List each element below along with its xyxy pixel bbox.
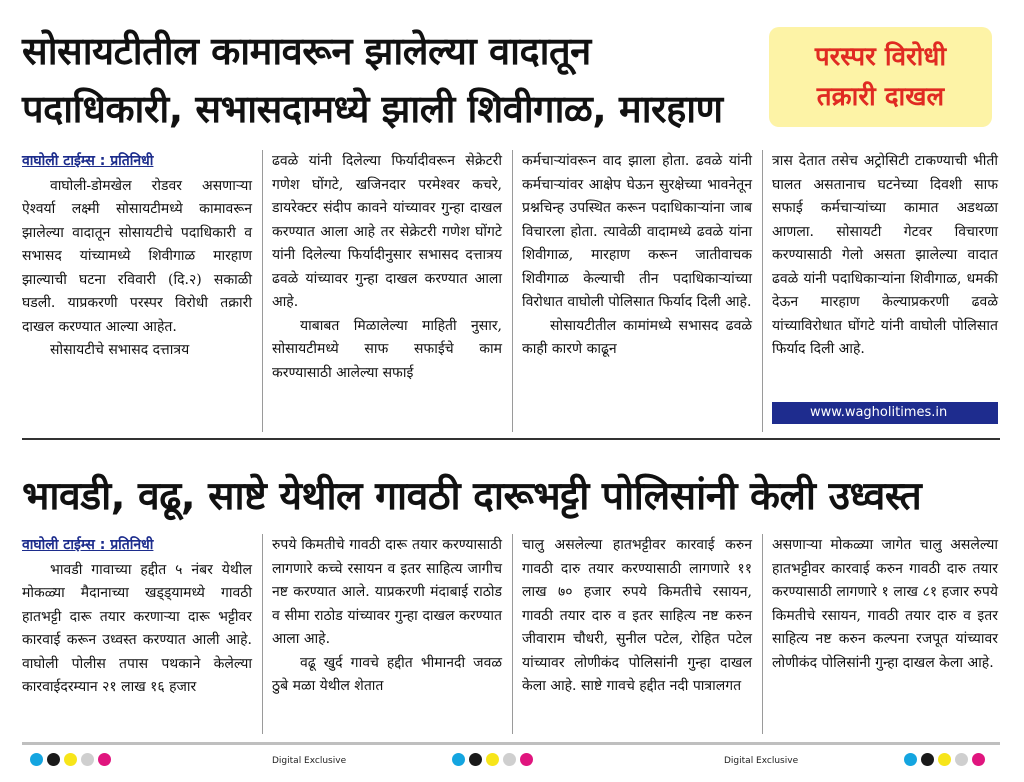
column-divider <box>512 150 513 432</box>
footer-bar <box>22 742 1000 745</box>
yellow-dot <box>938 753 951 766</box>
column-divider <box>762 534 763 734</box>
story2-column-3 <box>522 534 752 699</box>
story1-col2-paragraph2: याबाबत मिळालेल्या माहिती नुसार, सोसायटीमध्ये साफ सफाईचे काम करण्यासाठी आलेल्या सफाई <box>272 317 502 381</box>
column-divider <box>512 534 513 734</box>
story1-col3-paragraph2: सोसायटीतील कामांमध्ये सभासद ढवळे काही कारणे काढून <box>522 317 752 357</box>
story1-col2-paragraph1: ढवळे यांनी दिलेल्या फिर्यादीवरून सेक्रेटरी गणेश घोंगटे, खजिनदार परमेश्वर कचरे, डायरेक्टर संदीप कावने यांच्यावर गुन्हा दाखल करण्यात आला आहे तर सेक्रेटरी गणेश घोंगटे यांनी दिलेल्या फिर्यादीनुसार सभासद दत्तात्रय ढवळे यांच्यावर गुन्हा दाखल करण्यात आला आहे. <box>272 153 502 310</box>
story2-column-4 <box>772 534 998 675</box>
registration-dots-left <box>30 753 111 766</box>
column-divider <box>262 534 263 734</box>
magenta-dot <box>520 753 533 766</box>
footer-label-left: Digital Exclusive <box>272 756 347 766</box>
column-divider <box>262 150 263 432</box>
black-dot <box>47 753 60 766</box>
story1-column-4 <box>772 150 998 362</box>
story2-col4-paragraph1: असणाऱ्या मोकळ्या जागेत चालु असलेल्या हातभट्टीवर कारवाई करुन गावठी दारु तयार करण्यासाठी लागणारे १ लाख ८१ हजार रुपये किमतीचे रसायन, गावठी तयार दारु व इतर साहित्य नष्ट करुन कल्पना रजपूत यांच्यावर लोणीकंद पोलिसांनी गुन्हा दाखल केला आहे. <box>772 537 998 671</box>
grey-dot <box>503 753 516 766</box>
story1-column-1 <box>22 150 252 363</box>
magenta-dot <box>972 753 985 766</box>
cyan-dot <box>452 753 465 766</box>
story1-col3-paragraph1: कर्मचाऱ्यांवरून वाद झाला होता. ढवळे यांनी कर्मचाऱ्यांवर आक्षेप घेऊन सुरक्षेच्या भावनेतून प्रश्नचिन्ह उपस्थित करून पदाधिकाऱ्यांना जाब विचारला होता. त्यावेळी वादामध्ये ढवळे यांना शिवीगाळ, मारहाण करून जातीवाचक शिवीगाळ केल्याची तीन पदाधिकाऱ्यांच्या विरोधात वाघोली पोलिसात फिर्याद दिली आहे. <box>522 153 752 310</box>
badge-line2: तक्रारी दाखल <box>816 82 945 112</box>
counter-complaints-badge <box>769 27 992 127</box>
cyan-dot <box>30 753 43 766</box>
grey-dot <box>955 753 968 766</box>
story2-col3-paragraph1: चालु असलेल्या हातभट्टीवर कारवाई करुन गावठी दारु तयार करण्यासाठी लागणारे ११ लाख ७० हजार रुपये किमतीचे रसायन, गावठी तयार दारु व इतर साहित्य नष्ट करुन जीवाराम चौधरी, सुनील पटेल, रोहित पटेल यांच्यावर लोणीकंद पोलिसांनी गुन्हा दाखल केला आहे. साष्टे गावचे हद्दीत नदी पात्रालगत <box>522 537 752 694</box>
story2-column-2 <box>272 534 502 699</box>
story1-byline: वाघोली टाईम्स : प्रतिनिधी <box>22 153 154 169</box>
story2-col1-paragraph1: भावडी गावाच्या हद्दीत ५ नंबर येथील मोकळ्या मैदानाच्या खड्ड्यामध्ये गावठी हातभट्टी दारू तयार करणाऱ्या दारू भट्टीवर कारवाई करून उध्वस्त करण्यात आली आहे. वाघोली पोलीस तपास पथकाने केलेल्या कारवाईदरम्यान २१ लाख १६ हजार <box>22 561 252 695</box>
registration-dots-right <box>904 753 985 766</box>
registration-dots-center <box>452 753 533 766</box>
story1-headline-line2: पदाधिकारी, सभासदामध्ये झाली शिवीगाळ, मारहाण <box>22 87 723 131</box>
story1-col4-paragraph1: त्रास देतात तसेच अट्रोसिटी टाकण्याची भीती घालत असतानाच घटनेच्या दिवशी साफ सफाई कर्मचाऱ्यांच्या कामात अडथळा आणला. सोसायटी गेटवर विचारणा करण्यासाठी गेलो असता झालेल्या वादात ढवळे यांनी पदाधिकाऱ्यांना शिवीगाळ, धमकी देऊन मारहाण केल्याप्रकरणी ढवळे यांच्याविरोधात घोंगटे यांनी वाघोली पोलिसात फिर्याद दिली आहे. <box>772 153 998 357</box>
story1-col1-paragraph1: वाघोली-डोमखेल रोडवर असणाऱ्या ऐश्वर्या लक्ष्मी सोसायटीमध्ये कामावरून झालेल्या वादातून सोसायटीचे पदाधिकारी व सभासद यांच्यामध्ये शिवीगाळ मारहाण झाल्याची घटना रविवारी (दि.२) सकाळी घडली. याप्रकरणी परस्पर विरोधी तक्रारी दाखल करण्यात आल्या आहेत. <box>22 177 252 335</box>
cyan-dot <box>904 753 917 766</box>
black-dot <box>469 753 482 766</box>
story1-col1-paragraph2: सोसायटीचे सभासद दत्तात्रय <box>50 342 190 358</box>
column-divider <box>762 150 763 432</box>
footer-label-right: Digital Exclusive <box>724 756 799 766</box>
story1-column-2 <box>272 150 502 385</box>
badge-line1: परस्पर विरोधी <box>814 42 947 72</box>
yellow-dot <box>486 753 499 766</box>
story1-headline-line1: सोसायटीतील कामावरून झालेल्या वादातून <box>22 29 591 73</box>
story1-column-3 <box>522 150 752 362</box>
story2-column-1 <box>22 534 252 700</box>
story-separator <box>22 438 1000 440</box>
grey-dot <box>81 753 94 766</box>
black-dot <box>921 753 934 766</box>
story2-headline: भावडी, वढू, साष्टे येथील गावठी दारूभट्टी पोलिसांनी केली उध्वस्त <box>22 474 922 519</box>
story2-byline: वाघोली टाईम्स : प्रतिनिधी <box>22 537 154 553</box>
story2-col2-paragraph2: वढू खुर्द गावचे हद्दीत भीमानदी जवळ ठुबे मळा येथील शेतात <box>272 654 502 694</box>
story2-col2-paragraph1: रुपये किमतीचे गावठी दारू तयार करण्यासाठी लागणारे कच्चे रसायन व इतर साहित्य जागीच नष्ट करण्यात आले. याप्रकरणी मंदाबाई राठोड व सीमा राठोड यांच्यावर गुन्हा दाखल करण्यात आला आहे. <box>272 537 502 647</box>
magenta-dot <box>98 753 111 766</box>
yellow-dot <box>64 753 77 766</box>
website-url-bar: www.wagholitimes.in <box>772 402 998 424</box>
